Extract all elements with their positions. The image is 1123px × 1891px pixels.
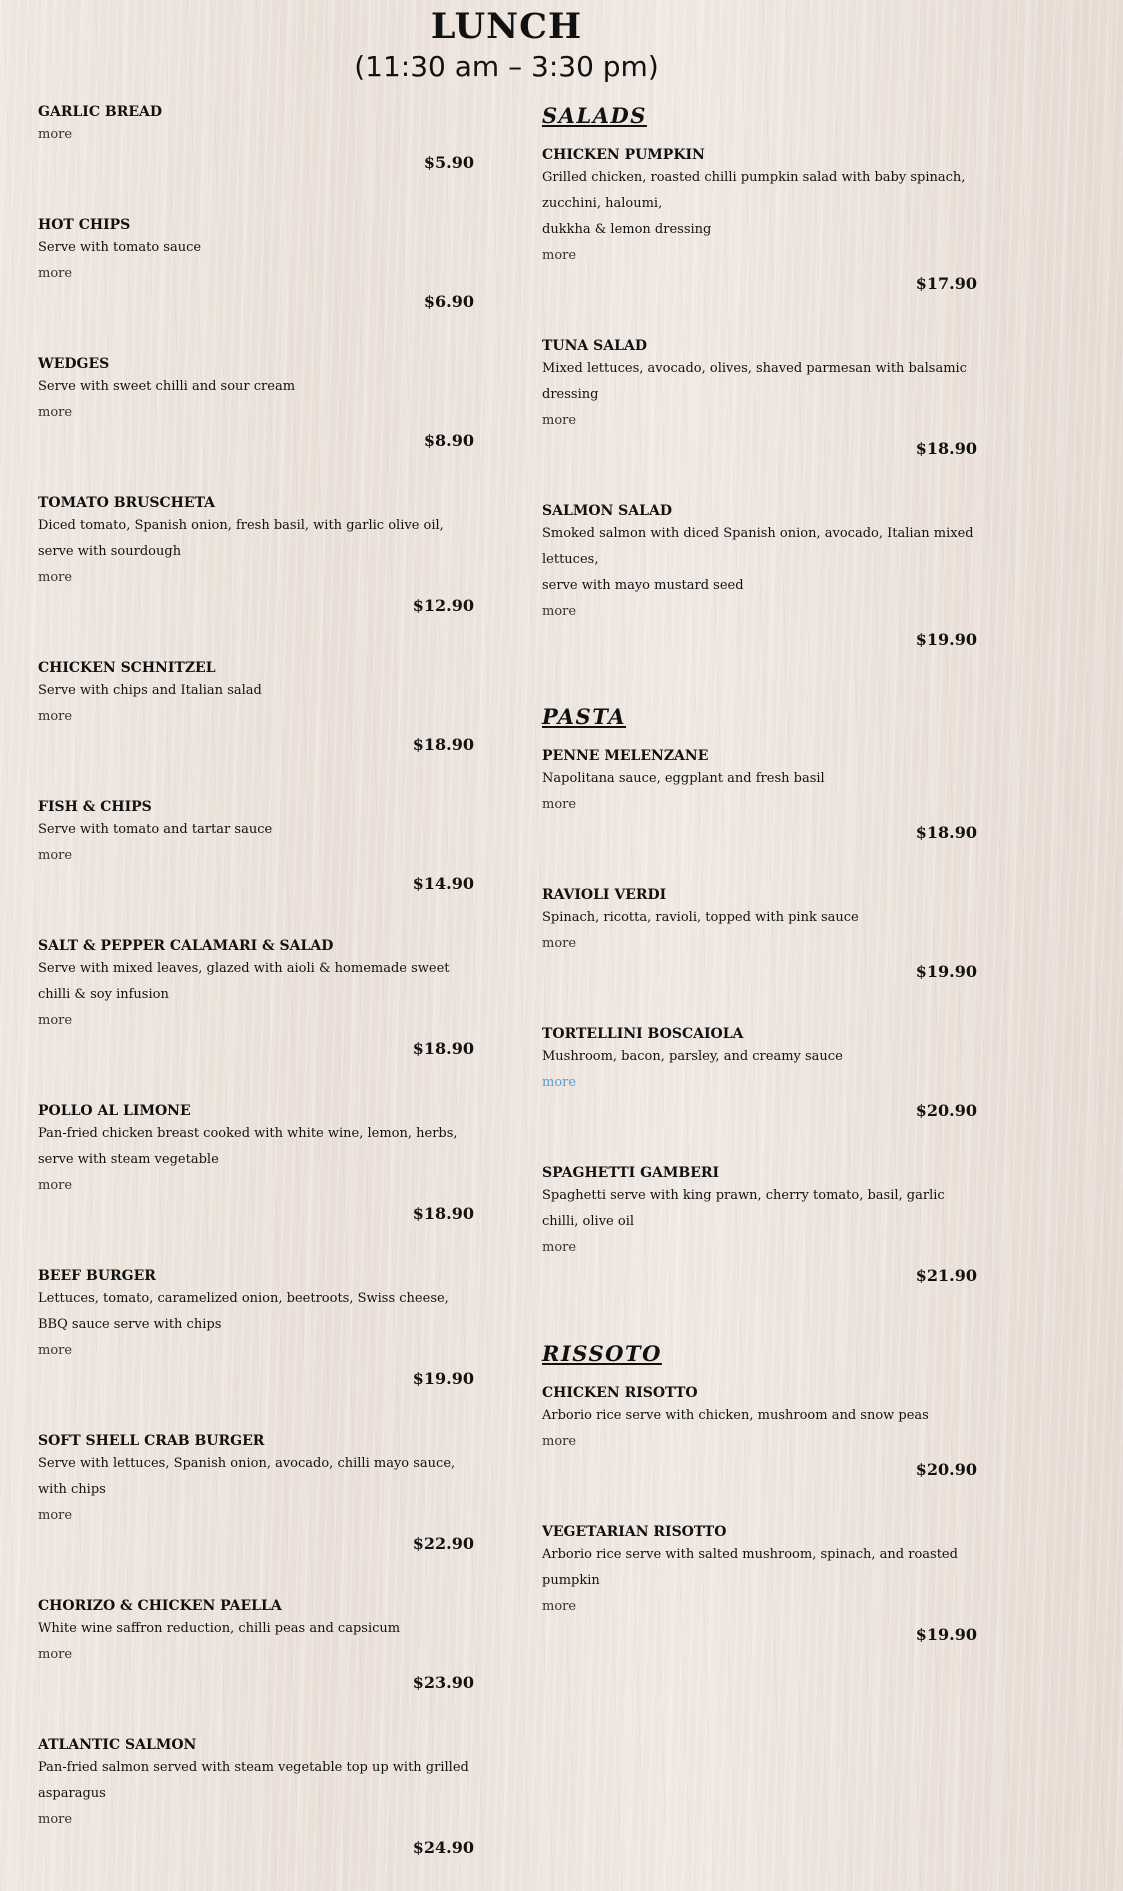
item-name: CHICKEN SCHNITZEL bbox=[38, 660, 216, 676]
menu-item-ravioli-verdi bbox=[542, 882, 977, 983]
more-link[interactable]: more bbox=[542, 797, 577, 812]
menu-item-vegetarian-risotto bbox=[542, 1519, 977, 1646]
item-description: Serve with lettuces, Spanish onion, avocado, chilli mayo sauce, with chips bbox=[38, 1456, 456, 1497]
item-description: Serve with tomato sauce bbox=[38, 240, 202, 255]
opening-hours: (11:30 am – 3:30 pm) bbox=[354, 50, 659, 83]
menu-item-tuna-salad bbox=[542, 333, 977, 460]
more-link[interactable]: more bbox=[38, 1812, 73, 1827]
menu-item-chorizo-chicken-paella bbox=[38, 1593, 474, 1694]
menu-item-spaghetti-gamberi bbox=[542, 1160, 977, 1287]
item-description: Spinach, ricotta, ravioli, topped with pink sauce bbox=[542, 910, 859, 925]
more-link[interactable]: more bbox=[38, 1647, 73, 1662]
section-title-pasta: PASTA bbox=[542, 704, 626, 729]
more-link[interactable]: more bbox=[542, 1075, 577, 1090]
item-name: SALT & PEPPER CALAMARI & SALAD bbox=[38, 938, 334, 954]
item-price: $21.90 bbox=[915, 1266, 977, 1285]
item-price: $18.90 bbox=[412, 1204, 474, 1223]
page-title: LUNCH bbox=[430, 6, 583, 47]
item-description: Smoked salmon with diced Spanish onion, avocado, Italian mixed lettuces, serve with mayo mustard seed bbox=[542, 526, 974, 593]
section-title-risotto: RISSOTO bbox=[542, 1341, 662, 1366]
item-name: VEGETARIAN RISOTTO bbox=[542, 1524, 727, 1540]
item-description: Serve with chips and Italian salad bbox=[38, 683, 262, 698]
item-description: Spaghetti serve with king prawn, cherry tomato, basil, garlic chilli, olive oil bbox=[542, 1188, 945, 1229]
item-description: Pan-fried chicken breast cooked with white wine, lemon, herbs, serve with steam vegetable bbox=[38, 1126, 458, 1167]
item-name: SOFT SHELL CRAB BURGER bbox=[38, 1433, 265, 1449]
item-price: $20.90 bbox=[915, 1101, 977, 1120]
item-price: $18.90 bbox=[412, 735, 474, 754]
more-link[interactable]: more bbox=[38, 570, 73, 585]
menu-header bbox=[0, 4, 1013, 84]
item-name: BEEF BURGER bbox=[38, 1268, 156, 1284]
item-name: CHORIZO & CHICKEN PAELLA bbox=[38, 1598, 282, 1614]
item-name: SPAGHETTI GAMBERI bbox=[542, 1165, 720, 1181]
item-description: Napolitana sauce, eggplant and fresh basil bbox=[542, 771, 825, 786]
item-description: Mushroom, bacon, parsley, and creamy sauce bbox=[542, 1049, 843, 1064]
item-description: Lettuces, tomato, caramelized onion, beetroots, Swiss cheese, BBQ sauce serve with chips bbox=[38, 1291, 449, 1332]
item-description: Arborio rice serve with salted mushroom, spinach, and roasted pumpkin bbox=[542, 1547, 958, 1588]
item-price: $19.90 bbox=[915, 630, 977, 649]
more-link[interactable]: more bbox=[38, 1343, 73, 1358]
more-link[interactable]: more bbox=[38, 127, 73, 142]
item-description: Serve with mixed leaves, glazed with aioli & homemade sweet chilli & soy infusion bbox=[38, 961, 450, 1002]
item-description: Grilled chicken, roasted chilli pumpkin salad with baby spinach, zucchini, haloumi, dukkha & lemon dressing bbox=[542, 170, 966, 237]
more-link[interactable]: more bbox=[542, 604, 577, 619]
more-link[interactable]: more bbox=[542, 413, 577, 428]
item-price: $8.90 bbox=[423, 431, 474, 450]
menu-item-penne-melenzane bbox=[542, 743, 977, 844]
menu-item-salt-pepper-calamari bbox=[38, 933, 474, 1060]
item-description: Pan-fried salmon served with steam vegetable top up with grilled asparagus bbox=[38, 1760, 469, 1801]
menu-item-chicken-risotto bbox=[542, 1380, 977, 1481]
menu-item-wedges bbox=[38, 351, 474, 452]
more-link[interactable]: more bbox=[38, 1508, 73, 1523]
item-name: SALMON SALAD bbox=[542, 503, 672, 519]
menu-item-garlic-bread bbox=[38, 99, 474, 174]
item-price: $18.90 bbox=[915, 439, 977, 458]
item-price: $19.90 bbox=[915, 1625, 977, 1644]
item-price: $22.90 bbox=[412, 1534, 474, 1553]
more-link[interactable]: more bbox=[38, 1178, 73, 1193]
item-price: $18.90 bbox=[412, 1039, 474, 1058]
item-name: PENNE MELENZANE bbox=[542, 748, 709, 764]
item-name: ATLANTIC SALMON bbox=[38, 1737, 197, 1753]
item-name: TOMATO BRUSCHETA bbox=[38, 495, 216, 511]
more-link[interactable]: more bbox=[38, 709, 73, 724]
item-price: $6.90 bbox=[423, 292, 474, 311]
item-name: CHICKEN PUMPKIN bbox=[542, 147, 705, 163]
menu-item-soft-shell-crab-burger bbox=[38, 1428, 474, 1555]
item-name: CHICKEN RISOTTO bbox=[542, 1385, 698, 1401]
more-link[interactable]: more bbox=[542, 1240, 577, 1255]
menu-item-tortellini-boscaiola bbox=[542, 1021, 977, 1122]
item-name: HOT CHIPS bbox=[38, 217, 131, 233]
item-price: $12.90 bbox=[412, 596, 474, 615]
item-description: White wine saffron reduction, chilli peas and capsicum bbox=[38, 1621, 401, 1636]
more-link[interactable]: more bbox=[38, 1013, 73, 1028]
menu-item-chicken-schnitzel bbox=[38, 655, 474, 756]
item-description: Diced tomato, Spanish onion, fresh basil, with garlic olive oil, serve with sourdough bbox=[38, 518, 444, 559]
item-name: WEDGES bbox=[38, 356, 110, 372]
item-price: $23.90 bbox=[412, 1673, 474, 1692]
more-link[interactable]: more bbox=[38, 266, 73, 281]
menu-item-atlantic-salmon bbox=[38, 1732, 474, 1859]
item-name: POLLO AL LIMONE bbox=[38, 1103, 191, 1119]
menu-item-pollo-al-limone bbox=[38, 1098, 474, 1225]
menu-item-fish-and-chips bbox=[38, 794, 474, 895]
item-name: RAVIOLI VERDI bbox=[542, 887, 667, 903]
item-name: TUNA SALAD bbox=[542, 338, 647, 354]
item-name: GARLIC BREAD bbox=[38, 104, 163, 120]
item-description: Arborio rice serve with chicken, mushroom and snow peas bbox=[542, 1408, 929, 1423]
section-title-salads: SALADS bbox=[542, 103, 647, 128]
menu-item-tomato-bruscheta bbox=[38, 490, 474, 617]
menu-item-beef-burger bbox=[38, 1263, 474, 1390]
item-description: Serve with sweet chilli and sour cream bbox=[38, 379, 296, 394]
item-price: $19.90 bbox=[915, 962, 977, 981]
item-price: $18.90 bbox=[915, 823, 977, 842]
more-link[interactable]: more bbox=[38, 405, 73, 420]
more-link[interactable]: more bbox=[38, 848, 73, 863]
item-price: $14.90 bbox=[412, 874, 474, 893]
menu-item-chicken-pumpkin bbox=[542, 142, 977, 295]
item-name: TORTELLINI BOSCAIOLA bbox=[542, 1026, 744, 1042]
item-price: $19.90 bbox=[412, 1369, 474, 1388]
more-link[interactable]: more bbox=[542, 1434, 577, 1449]
item-description: Serve with tomato and tartar sauce bbox=[38, 822, 273, 837]
item-price: $24.90 bbox=[412, 1838, 474, 1857]
item-description: Mixed lettuces, avocado, olives, shaved parmesan with balsamic dressing bbox=[542, 361, 967, 402]
menu-item-salmon-salad bbox=[542, 498, 977, 651]
more-link[interactable]: more bbox=[542, 248, 577, 263]
more-link[interactable]: more bbox=[542, 1599, 577, 1614]
item-price: $17.90 bbox=[915, 274, 977, 293]
item-price: $5.90 bbox=[423, 153, 474, 172]
more-link[interactable]: more bbox=[542, 936, 577, 951]
menu-item-hot-chips bbox=[38, 212, 474, 313]
item-price: $20.90 bbox=[915, 1460, 977, 1479]
item-name: FISH & CHIPS bbox=[38, 799, 152, 815]
